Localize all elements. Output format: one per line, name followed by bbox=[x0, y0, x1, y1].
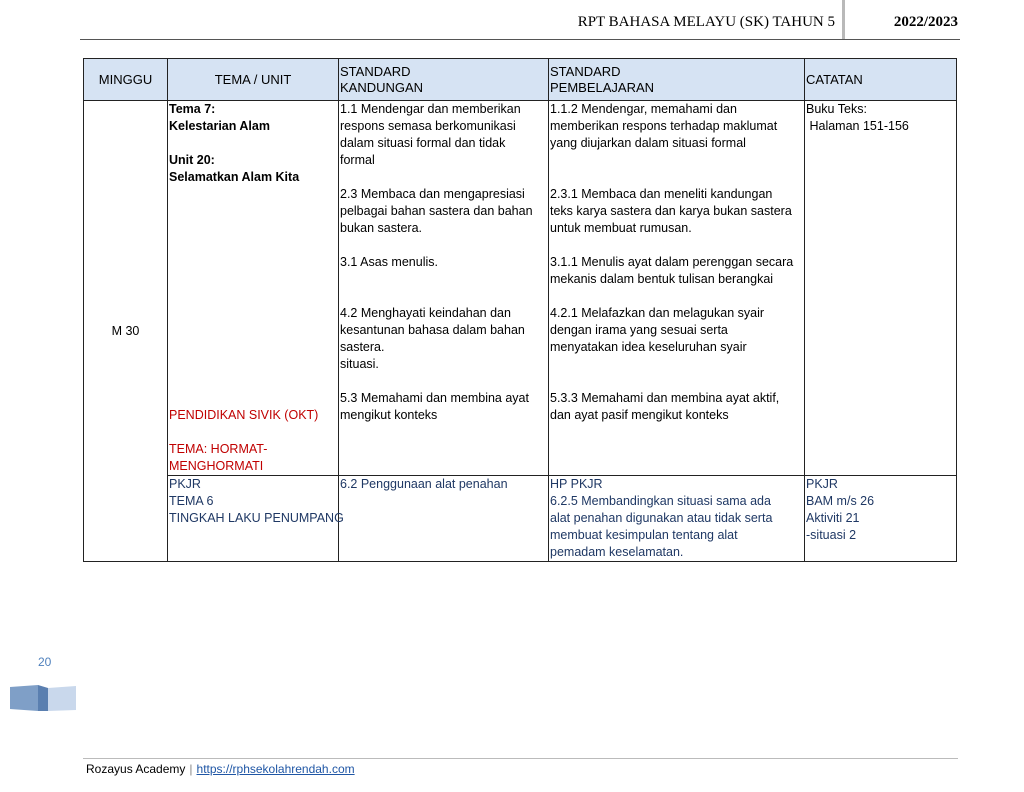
header-minggu: MINGGU bbox=[84, 59, 168, 101]
table-row bbox=[84, 476, 957, 562]
pkjr-line: TEMA 6 bbox=[169, 494, 214, 508]
pkjr-sp-line: pemadam keselamatan. bbox=[550, 545, 684, 559]
catatan-cell bbox=[805, 101, 957, 476]
table-header-row bbox=[84, 59, 957, 101]
sp-line: teks karya sastera dan karya bukan sastera bbox=[550, 204, 792, 218]
sp-line: menyatakan idea keseluruhan syair bbox=[550, 340, 747, 354]
header-sp-line1: STANDARD bbox=[550, 63, 621, 79]
tema-line: Tema 7: bbox=[169, 102, 216, 116]
header-sk-line1: STANDARD bbox=[340, 63, 411, 79]
tema-cell bbox=[168, 101, 339, 476]
sk-line: 2.3 Membaca dan mengapresiasi bbox=[340, 187, 525, 201]
pkjr-catatan-line: -situasi 2 bbox=[806, 528, 857, 542]
sp-line: 2.3.1 Membaca dan meneliti kandungan bbox=[550, 187, 773, 201]
pkjr-sp-line: HP PKJR bbox=[550, 477, 603, 491]
sk-line: 3.1 Asas menulis. bbox=[340, 255, 438, 269]
sk-line: formal bbox=[340, 153, 375, 167]
sp-line: untuk membuat rumusan. bbox=[550, 221, 692, 235]
catatan-line: Buku Teks: bbox=[806, 102, 867, 116]
rpt-table bbox=[83, 58, 957, 562]
header-sp-line2: PEMBELAJARAN bbox=[550, 79, 655, 95]
header-standard-pembelajaran bbox=[549, 59, 805, 101]
footer bbox=[86, 762, 355, 776]
table-row bbox=[84, 101, 957, 476]
sk-line: kesantunan bahasa dalam bahan bbox=[340, 323, 525, 337]
pkjr-line: PKJR bbox=[169, 477, 201, 491]
page-number: 20 bbox=[38, 655, 52, 669]
pkjr-sp-line: alat penahan digunakan atau tidak serta bbox=[550, 511, 773, 525]
sp-line: 5.3.3 Memahami dan membina ayat aktif, bbox=[550, 391, 780, 405]
pkjr-catatan-cell bbox=[805, 476, 957, 562]
sk-line: 1.1 Mendengar dan memberikan bbox=[340, 102, 521, 116]
standard-pembelajaran-cell bbox=[549, 101, 805, 476]
sk-line: pelbagai bahan sastera dan bahan bbox=[340, 204, 533, 218]
catatan-line: Halaman 151-156 bbox=[806, 119, 909, 133]
pkjr-sk-cell bbox=[339, 476, 549, 562]
sp-line: 3.1.1 Menulis ayat dalam perenggan secara bbox=[550, 255, 794, 269]
pkjr-catatan-line: Aktiviti 21 bbox=[806, 511, 860, 525]
sp-line: yang diujarkan dalam situasi formal bbox=[550, 136, 746, 150]
footer-rule bbox=[83, 758, 958, 759]
okt-label: PENDIDIKAN SIVIK (OKT) bbox=[169, 408, 319, 422]
sk-line: situasi. bbox=[340, 357, 379, 371]
sp-line: mekanis dalam bentuk tulisan berangkai bbox=[550, 272, 774, 286]
pkjr-sp-cell bbox=[549, 476, 805, 562]
sk-line: dalam situasi formal dan tidak bbox=[340, 136, 506, 150]
pkjr-tema-cell bbox=[168, 476, 344, 562]
footer-link[interactable]: https://rphsekolahrendah.com bbox=[196, 762, 355, 776]
pkjr-line: TINGKAH LAKU PENUMPANG bbox=[169, 511, 344, 525]
header-catatan: CATATAN bbox=[805, 59, 957, 101]
pkjr-sp-line: 6.2.5 Membandingkan situasi sama ada bbox=[550, 494, 771, 508]
sk-line: bukan sastera. bbox=[340, 221, 422, 235]
academic-year: 2022/2023 bbox=[893, 14, 958, 30]
sp-line: 4.2.1 Melafazkan dan melagukan syair bbox=[550, 306, 765, 320]
pkjr-catatan-line: PKJR bbox=[806, 477, 838, 491]
header-rule bbox=[80, 39, 960, 40]
sk-line: respons semasa berkomunikasi bbox=[340, 119, 516, 133]
standard-kandungan-cell bbox=[339, 101, 549, 476]
pkjr-sk-line: 6.2 Penggunaan alat penahan bbox=[340, 477, 508, 491]
sk-line: 5.3 Memahami dan membina ayat bbox=[340, 391, 529, 405]
sk-line: mengikut konteks bbox=[340, 408, 438, 422]
okt-theme: MENGHORMATI bbox=[169, 459, 264, 473]
okt-theme: TEMA: HORMAT- bbox=[169, 442, 268, 456]
tema-line: Kelestarian Alam bbox=[169, 119, 270, 133]
sk-line: sastera. bbox=[340, 340, 385, 354]
footer-separator: | bbox=[189, 762, 193, 776]
unit-line: Unit 20: bbox=[169, 153, 215, 167]
pkjr-catatan-line: BAM m/s 26 bbox=[806, 494, 875, 508]
sk-line: 4.2 Menghayati keindahan dan bbox=[340, 306, 511, 320]
week-cell: M 30 bbox=[84, 101, 168, 562]
header-divider bbox=[842, 0, 845, 40]
footer-org: Rozayus Academy bbox=[86, 762, 186, 776]
sp-line: dengan irama yang sesuai serta bbox=[550, 323, 728, 337]
header-sk-line2: KANDUNGAN bbox=[340, 79, 424, 95]
header-tema-unit: TEMA / UNIT bbox=[168, 59, 339, 101]
sp-line: dan ayat pasif mengikut konteks bbox=[550, 408, 729, 422]
document-title: RPT BAHASA MELAYU (SK) TAHUN 5 bbox=[577, 14, 835, 30]
sp-line: memberikan respons terhadap maklumat bbox=[550, 119, 778, 133]
unit-line: Selamatkan Alam Kita bbox=[169, 170, 300, 184]
pkjr-sp-line: membuat kesimpulan tentang alat bbox=[550, 528, 738, 542]
book-icon bbox=[8, 683, 78, 713]
sp-line: 1.1.2 Mendengar, memahami dan bbox=[550, 102, 737, 116]
header-standard-kandungan bbox=[339, 59, 549, 101]
